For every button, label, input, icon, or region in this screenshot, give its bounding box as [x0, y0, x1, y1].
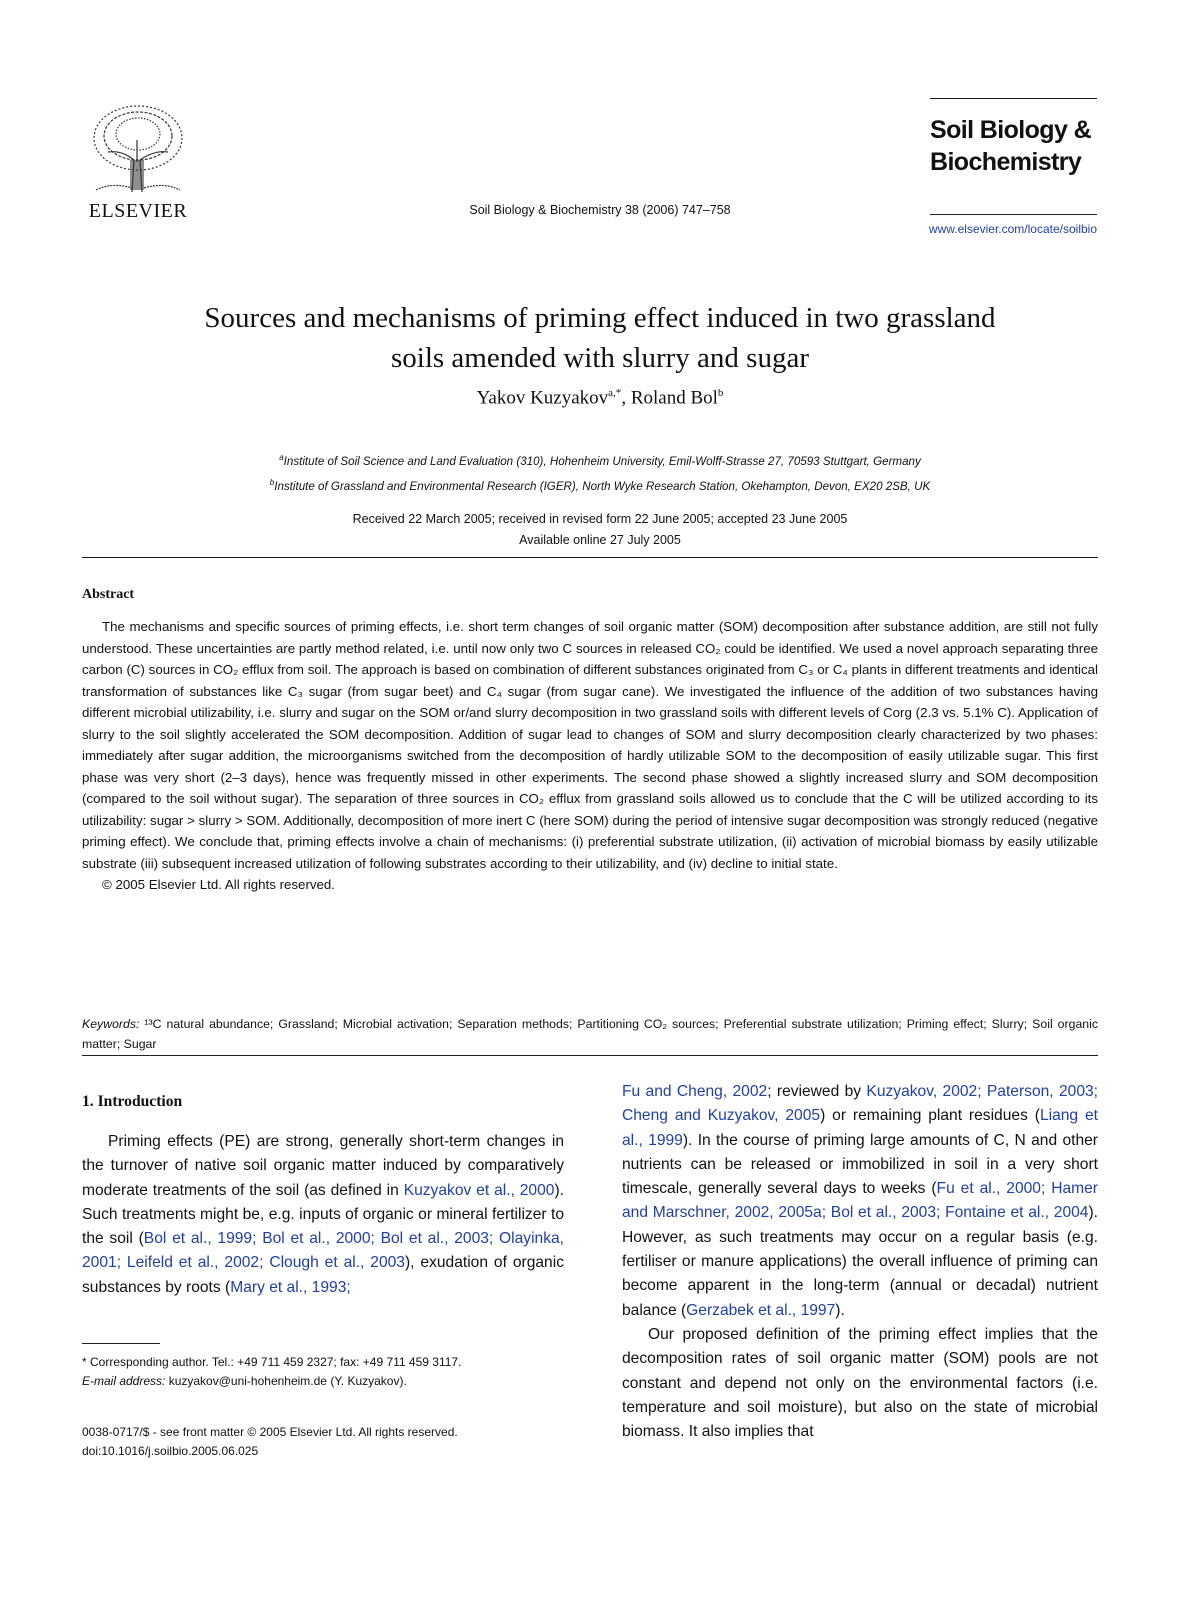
text-run: ) or remaining plant residues ( [820, 1107, 1040, 1125]
citation-link[interactable]: Kuzyakov et al., 2000 [403, 1181, 555, 1199]
keywords [82, 1014, 1098, 1054]
journal-url-link[interactable]: www.elsevier.com/locate/soilbio [928, 222, 1097, 236]
corresponding-author: * Corresponding author. Tel.: +49 711 459 2327; fax: +49 711 459 3117. [82, 1355, 462, 1369]
citation-link[interactable]: Fu et al., 2000; Hamer and Marschner, 2002, 2005a; Bol et al., 2003; Fontaine et al., 2004 [622, 1180, 1098, 1222]
citation-link[interactable]: Gerzabek et al., 1997 [686, 1301, 836, 1319]
citation-link[interactable]: Fu and Cheng, 2002 [622, 1083, 768, 1100]
email-link[interactable]: kuzyakov@uni-hohenheim.de (Y. Kuzyakov). [165, 1374, 407, 1388]
affiliation-b [100, 472, 1100, 497]
text-run: ). However, as such treatments may occur on a regular basis (e.g. fertiliser or manure applications) the overall influence of priming can become apparent in the long-term (annual or decadal) nutrient balance ( [622, 1204, 1098, 1319]
received-dates: Received 22 March 2005; received in revised form 22 June 2005; accepted 23 June 2005 [352, 512, 848, 526]
article-title [100, 298, 1100, 378]
text-run: ). Such treatments might be, e.g. inputs of organic or mineral fertilizer to the soil ( [82, 1181, 564, 1248]
intro-paragraph-1 [82, 1130, 564, 1300]
article-identifiers [82, 1423, 564, 1461]
text-run: Priming effects (PE) are strong, generally short-term changes in the turnover of native soil organic matter induced by comparatively moderate treatments of the soil (as defined in [82, 1133, 564, 1199]
author2-affil-mark: b [717, 387, 724, 399]
citation-link[interactable]: Bol et al., 1999; Bol et al., 2000; Bol et al., 2003; Olayinka, 2001; Leifeld et al., 2002; Clough et al., 2003 [82, 1230, 565, 1272]
top-rule [930, 98, 1097, 99]
author-kuzyakov[interactable]: Yakov Kuzyakov [476, 387, 609, 409]
journal-title-box [930, 96, 1097, 218]
journal-title [930, 114, 1097, 178]
text-run: ; reviewed by [767, 1083, 867, 1100]
author1-affil-mark: a,* [608, 387, 622, 399]
divider [82, 1055, 1098, 1056]
divider [82, 557, 1098, 558]
affil-b-text: Institute of Grassland and Environmental Research (IGER), North Wyke Research Station, Okehampton, Devon, EX20 2SB, UK [274, 479, 931, 493]
affil-a-mark: a [279, 453, 284, 462]
citation-link[interactable]: Kuzyakov, 2002; Paterson, 2003; Cheng and Kuzyakov, 2005 [622, 1083, 1098, 1125]
affil-a-text: Institute of Soil Science and Land Evaluation (310), Hohenheim University, Emil-Wolff-Strasse 27, 70593 Stuttgart, Germany [283, 454, 921, 468]
publisher-name: ELSEVIER [88, 200, 188, 222]
abstract-heading: Abstract [82, 587, 135, 602]
section-heading: 1. Introduction [82, 1093, 183, 1110]
affiliation-a [100, 447, 1100, 472]
text-run: ), exudation of organic substances by roots ( [82, 1254, 564, 1296]
text-run: ). [835, 1301, 845, 1319]
author-bol[interactable]: , Roland Bol [621, 387, 718, 409]
journal-title-line2: Biochemistry [930, 148, 1082, 176]
abstract-body [82, 616, 1098, 896]
keywords-text: ¹³C natural abundance; Grassland; Microbial activation; Separation methods; Partitioning CO₂ sources; Preferential substrate utilization; Priming effect; Slurry; Soil organic matter; Sugar [82, 1017, 1099, 1051]
footnote [82, 1353, 564, 1391]
affiliations [100, 447, 1100, 497]
abstract-copyright: © 2005 Elsevier Ltd. All rights reserved. [102, 877, 336, 892]
title-line2: soils amended with slurry and sugar [390, 342, 809, 374]
intro-paragraph-2: Our proposed definition of the priming effect implies that the decomposition rates of soil organic matter (SOM) pools are not constant and depend not only on the environmental factors (i.e. temperature and soil moisture), but also on the state of microbial biomass. It also implies that [622, 1325, 1098, 1441]
footnote-rule [82, 1343, 160, 1344]
issn-line: 0038-0717/$ - see front matter © 2005 Elsevier Ltd. All rights reserved. [82, 1425, 458, 1439]
citation-link[interactable]: Mary et al., 1993; [230, 1278, 351, 1296]
intro-paragraph-1-cont [622, 1080, 1098, 1323]
title-line1: Sources and mechanisms of priming effect induced in two grassland [204, 302, 996, 334]
affil-b-mark: b [269, 477, 275, 487]
text-run: ). In the course of priming large amounts of C, N and other nutrients can be released or immobilized in soil in a very short timescale, generally several days to weeks ( [622, 1131, 1098, 1198]
bottom-rule [930, 214, 1097, 215]
doi-line[interactable]: doi:10.1016/j.soilbio.2005.06.025 [82, 1444, 259, 1458]
article-dates [100, 509, 1100, 551]
journal-citation: Soil Biology & Biochemistry 38 (2006) 747–758 [469, 203, 731, 217]
intro-left-column [82, 1130, 564, 1300]
citation-link[interactable]: Liang et al., 1999 [622, 1107, 1098, 1149]
journal-title-line1: Soil Biology & [930, 116, 1092, 144]
publisher-logo [82, 100, 194, 222]
online-date: Available online 27 July 2005 [519, 533, 681, 547]
intro-right-column [622, 1080, 1098, 1444]
keywords-label: Keywords: [82, 1017, 140, 1031]
elsevier-tree-icon [82, 100, 194, 198]
abstract-text: The mechanisms and specific sources of priming effects, i.e. short term changes of soil organic matter (SOM) decomposition after substance addition, are still not fully understood. These uncertainties are partly method related, i.e. until now only two C sources in released CO₂ could be identified. We used a novel approach separating three carbon (C) sources in CO₂ efflux from soil. The approach is based on combination of different substances originated from C₃ or C₄ plants in different treatments and identical transformation of substances like C₃ sugar (from sugar beet) and C₄ sugar (from sugar cane). We investigated the influence of the addition of two substances having different microbial utilizability, i.e. slurry and sugar on the SOM or/and slurry decomposition in two grassland soils with different levels of Corg (2.3 vs. 5.1% C). Application of slurry to the soil slightly accelerated the SOM decomposition. Addition of sugar lead to changes of SOM and slurry decomposition clearly characterized by two phases: immediately after sugar addition, the microorganisms switched from the decomposition of hardly utilizable SOM to the decomposition of easily utilizable sugar. This first phase was very short (2–3 days), hence was frequently missed in other experiments. The second phase showed a slightly increased slurry and SOM decomposition (compared to the soil without sugar). The separation of three sources in CO₂ efflux from grassland soils allowed us to conclude that the C will be utilized according to its utilizability: sugar > slurry > SOM. Additionally, decomposition of more inert C (here SOM) during the period of intensive sugar decomposition was strongly reduced (negative priming effect). We conclude that, priming effects involve a chain of mechanisms: (i) preferential substrate utilization, (ii) activation of microbial biomass by easily utilizable substrate (iii) subsequent increased utilization of following substrates according to their utilizability, and (iv) decline to initial state. [82, 619, 1098, 871]
email-line [82, 1372, 564, 1391]
email-label: E-mail address: [82, 1374, 166, 1388]
author-list [100, 387, 1100, 409]
